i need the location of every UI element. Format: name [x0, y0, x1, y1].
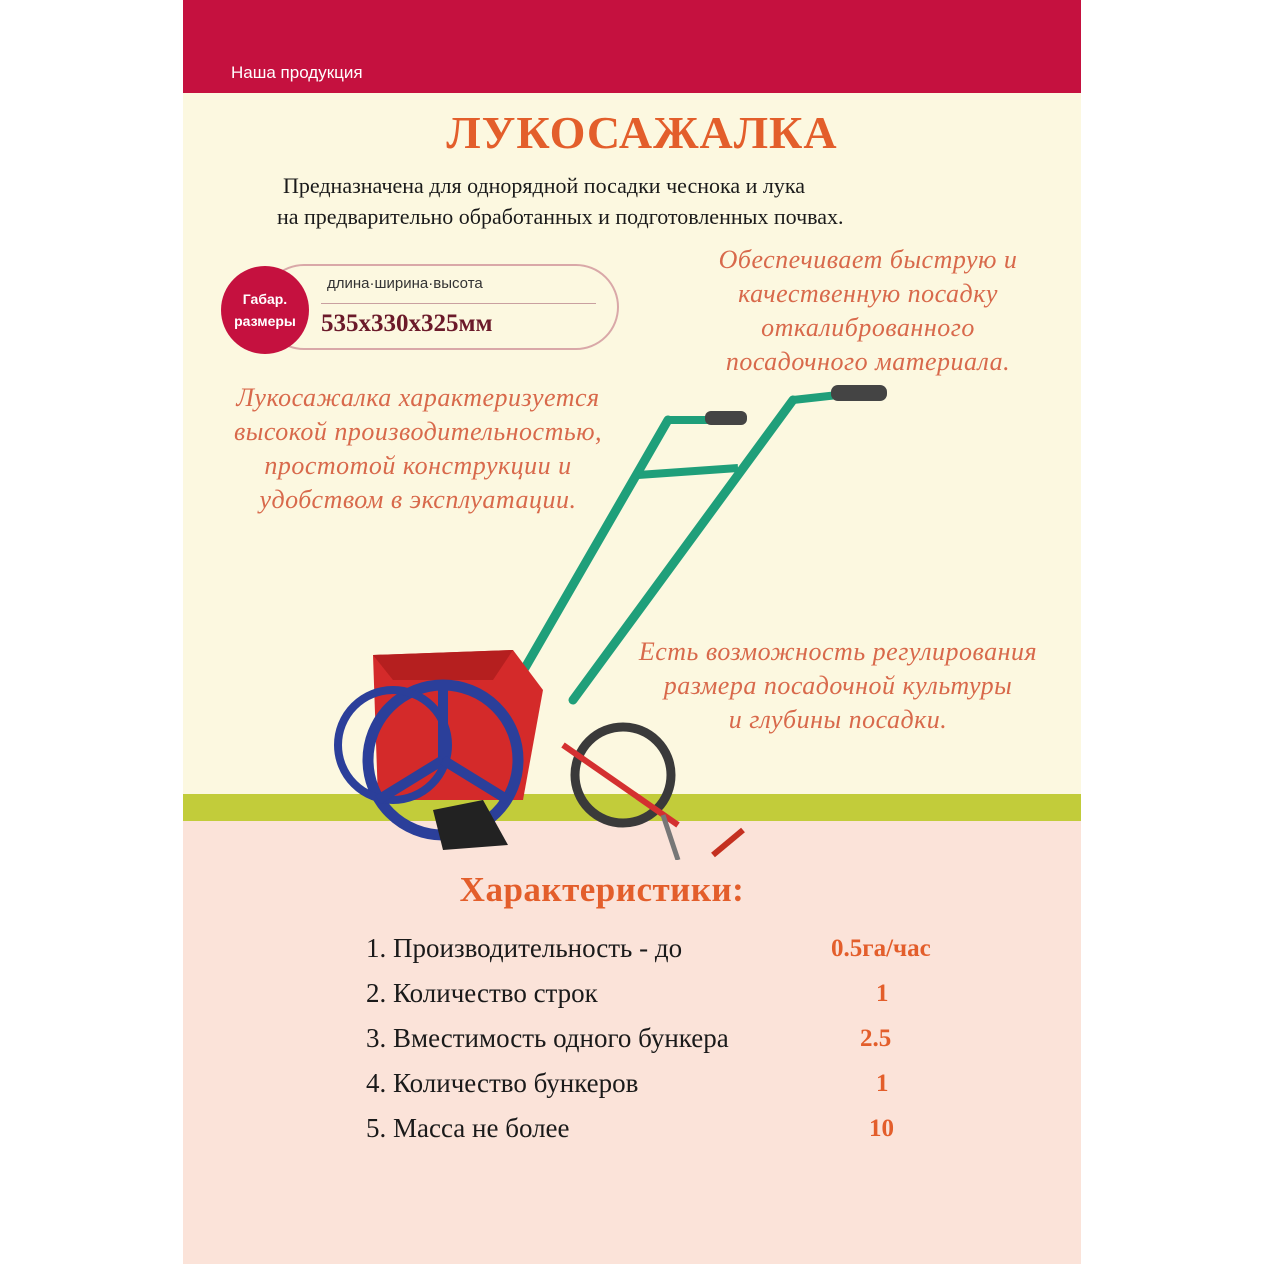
feature-line: и глубины посадки. — [728, 705, 948, 734]
brochure-page — [183, 0, 1081, 1264]
header-bar — [183, 0, 1081, 93]
spec-row — [366, 978, 1006, 1018]
spec-label: 1. Производительность - до — [366, 933, 683, 963]
badge-line: размеры — [234, 313, 296, 329]
product-description — [277, 170, 844, 232]
spec-row — [366, 933, 1006, 973]
feature-line: размера посадочной культуры — [663, 671, 1013, 700]
feature-line: Есть возможность регулирования — [638, 637, 1038, 666]
feature-line: Обеспечивает быструю и — [718, 245, 1018, 274]
dimensions-box — [221, 264, 583, 352]
feature-line: высокой производительностью, — [233, 417, 603, 446]
spec-row — [366, 1113, 1006, 1153]
feature-line: качественную посадку — [738, 279, 998, 308]
dimensions-value: 535x330x325мм — [321, 310, 493, 337]
feature-line: Лукосажалка характеризуется — [236, 383, 600, 412]
spec-row — [366, 1068, 1006, 1108]
spec-label: 3. Вместимость одного бункера — [366, 1023, 729, 1053]
divider — [321, 303, 596, 304]
feature-line: откалиброванного — [761, 313, 975, 342]
badge-line: Габар. — [242, 291, 288, 307]
feature-line: посадочного материала. — [725, 347, 1011, 376]
spec-label: 5. Масса не более — [366, 1113, 570, 1143]
spec-value: 1 — [876, 1070, 889, 1097]
spec-label: 4. Количество бункеров — [366, 1068, 639, 1098]
product-title: ЛУКОСАЖАЛКА — [446, 107, 838, 158]
spec-value: 1 — [876, 980, 889, 1007]
spec-row — [366, 1023, 1006, 1063]
spec-label: 2. Количество строк — [366, 978, 598, 1008]
specs-title: Характеристики: — [459, 870, 745, 909]
spec-value: 0.5га/час — [831, 935, 931, 962]
dimensions-label: длина·ширина·высота — [327, 275, 483, 292]
spec-value: 2.5 — [860, 1025, 892, 1052]
feature-line: удобством в эксплуатации. — [259, 485, 577, 514]
section-label: Наша продукция — [231, 63, 363, 82]
dimensions-badge — [221, 266, 309, 354]
feature-adjustment — [608, 635, 1068, 737]
feature-quick-planting — [688, 243, 1048, 379]
feature-line: простотой конструкции и — [264, 451, 572, 480]
spec-value: 10 — [869, 1115, 894, 1142]
description-line: на предварительно обработанных и подготовленных почвах. — [277, 204, 844, 229]
description-line: Предназначена для однорядной посадки чеснока и лука — [283, 173, 805, 198]
planter-image — [333, 380, 933, 860]
